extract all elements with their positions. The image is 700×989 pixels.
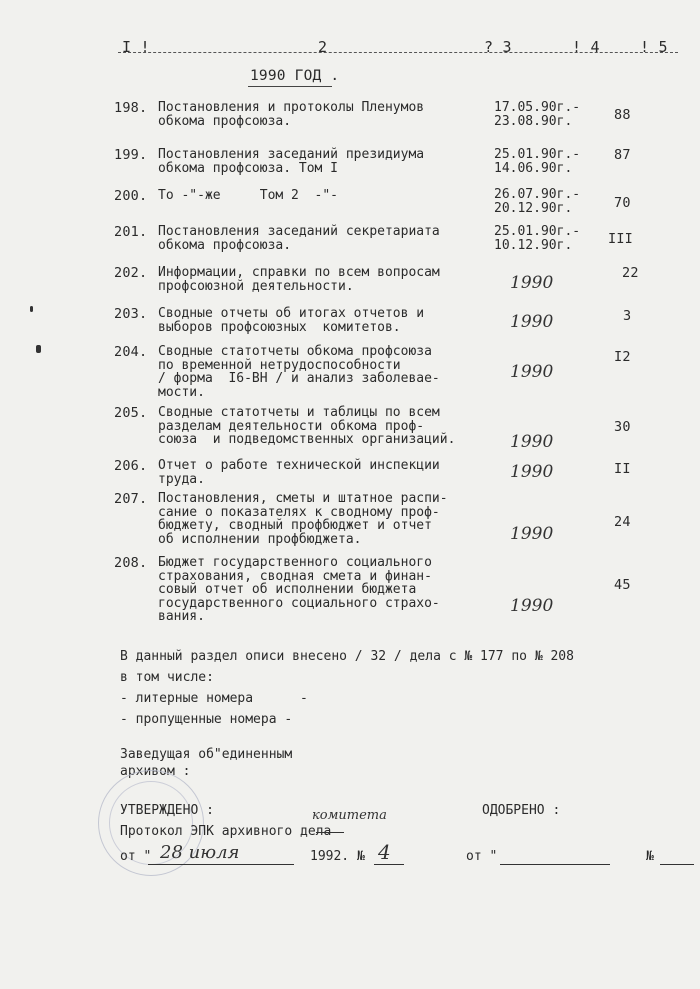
record-year-handwritten: 1990 xyxy=(510,432,554,452)
summary-letter-numbers: - литерные номера - xyxy=(120,691,308,706)
column-header-2: 2 xyxy=(318,38,328,56)
record-number: 204. xyxy=(114,344,148,360)
protocol-handwritten-note: комитета xyxy=(312,808,387,823)
record-title: Информации, справки по всем вопросам профсоюзной деятельности. xyxy=(158,265,440,294)
record-sheets: 70 xyxy=(614,195,631,211)
record-title: Сводные статотчеты и таблицы по всем разделам деятельности обкома проф- союза и подведомственных организаций. xyxy=(158,405,456,447)
record-sheets: 24 xyxy=(614,514,631,530)
record-number: 200. xyxy=(114,188,148,204)
record-sheets: III xyxy=(608,231,633,247)
record-sheets: 88 xyxy=(614,107,631,123)
protocol-strikethrough xyxy=(316,832,344,833)
column-header-3: ? 3 xyxy=(484,38,512,56)
record-title: Сводные статотчеты обкома профсоюза по временной нетрудоспособности / форма I6-ВН / и анализ заболевае- мости. xyxy=(158,344,440,400)
record-title: То -"-же Том 2 -"- xyxy=(158,188,339,203)
record-year-handwritten: 1990 xyxy=(510,462,554,482)
record-number: 198. xyxy=(114,100,148,116)
endorsed-date-line xyxy=(500,864,610,865)
record-number: 205. xyxy=(114,405,148,421)
endorsed-label: ОДОБРЕНО : xyxy=(482,803,561,818)
record-year-handwritten: 1990 xyxy=(510,273,554,293)
punch-hole-mark xyxy=(30,306,33,312)
endorsed-number-label: № xyxy=(646,849,654,864)
endorsed-date-from-label: от " xyxy=(466,849,498,864)
record-dates: 25.01.90г.- 10.12.90г. xyxy=(494,224,581,253)
protocol-number-underline xyxy=(374,864,404,865)
record-number: 207. xyxy=(114,491,148,507)
record-year-handwritten: 1990 xyxy=(510,312,554,332)
record-dates: 25.01.90г.- 14.06.90г. xyxy=(494,147,581,176)
summary-missing-numbers: - пропущенные номера - xyxy=(120,712,293,727)
record-sheets: 22 xyxy=(622,265,639,281)
record-number: 203. xyxy=(114,306,148,322)
record-sheets: 3 xyxy=(623,308,632,324)
date-handwritten: 28 июля xyxy=(160,842,240,863)
head-title-line2: архивом : xyxy=(120,764,191,779)
header-dashed-rule xyxy=(118,52,678,53)
column-header-5: ! 5 xyxy=(640,38,668,56)
record-sheets: I2 xyxy=(614,349,631,365)
date-from-label: от " xyxy=(120,849,152,864)
record-sheets: 87 xyxy=(614,147,631,163)
approved-label: УТВЕРЖДЕНО : xyxy=(120,803,214,818)
record-sheets: II xyxy=(614,461,631,477)
record-number: 199. xyxy=(114,147,148,163)
record-title: Сводные отчеты об итогах отчетов и выборов профсоюзных комитетов. xyxy=(158,306,425,335)
year-underline xyxy=(248,86,332,87)
record-title: Постановления заседаний президиума обкома профсоюза. Том I xyxy=(158,147,425,176)
column-header-4: ! 4 xyxy=(572,38,600,56)
head-title-line1: Заведущая об"единенным xyxy=(120,747,293,762)
summary-count-line: В данный раздел описи внесено / 32 / дела с № 177 по № 208 xyxy=(120,649,574,664)
record-sheets: 30 xyxy=(614,419,631,435)
date-underline xyxy=(148,864,294,865)
record-dates: 17.05.90г.- 23.08.90г. xyxy=(494,100,581,129)
record-number: 208. xyxy=(114,555,148,571)
record-title: Постановления заседаний секретариата обкома профсоюза. xyxy=(158,224,440,253)
record-dates: 26.07.90г.- 20.12.90г. xyxy=(494,187,581,216)
year-heading: 1990 ГОД . xyxy=(250,68,340,84)
year-number-label: 1992. № xyxy=(310,849,365,864)
record-title: Постановления, сметы и штатное распи- сание о показателях к сводному проф- бюджету, сводный профбюджет и отчет об исполнении профбюджета. xyxy=(158,491,448,547)
protocol-number-handwritten: 4 xyxy=(378,840,391,864)
record-number: 202. xyxy=(114,265,148,281)
record-title: Постановления и протоколы Пленумов обкома профсоюза. xyxy=(158,100,425,129)
record-year-handwritten: 1990 xyxy=(510,596,554,616)
column-header-1: I ! xyxy=(122,38,150,56)
record-title: Отчет о работе технической инспекции труда. xyxy=(158,458,440,487)
record-number: 206. xyxy=(114,458,148,474)
record-title: Бюджет государственного социального страхования, сводная смета и финан- совый отчет об исполнении бюджета государственного социального страхо- вания. xyxy=(158,555,440,624)
record-year-handwritten: 1990 xyxy=(510,362,554,382)
record-year-handwritten: 1990 xyxy=(510,524,554,544)
record-sheets: 45 xyxy=(614,577,631,593)
endorsed-number-line xyxy=(660,864,694,865)
protocol-label: Протокол ЭПК архивного дела xyxy=(120,824,332,839)
summary-including-label: в том числе: xyxy=(120,670,214,685)
record-number: 201. xyxy=(114,224,148,240)
punch-hole-mark xyxy=(36,345,41,353)
